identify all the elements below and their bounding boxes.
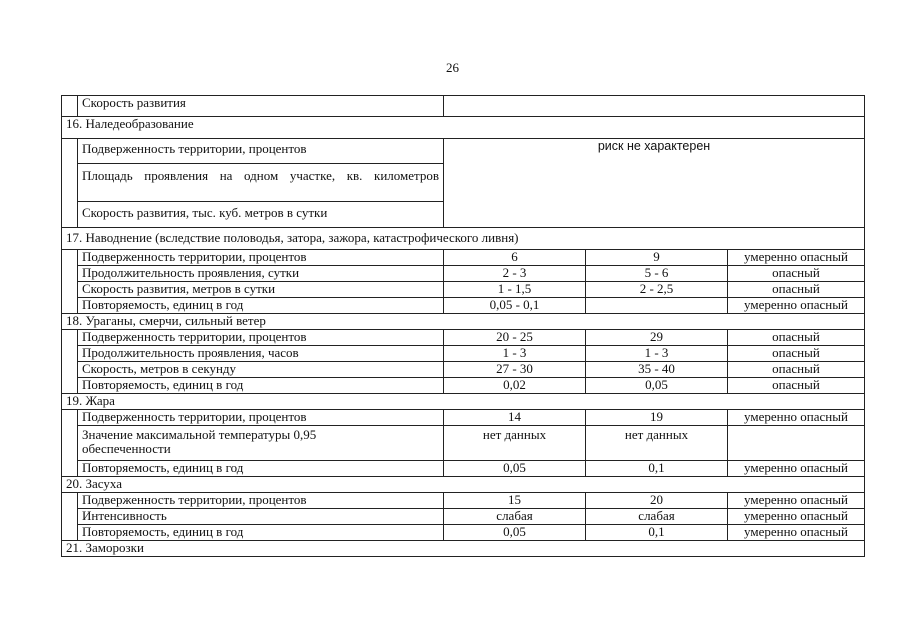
value-1: 20 - 25 xyxy=(444,330,586,346)
value-1: 6 xyxy=(444,250,586,266)
value-2: 0,1 xyxy=(586,525,728,541)
hazard-level: опасный xyxy=(728,378,865,394)
parameter-label: Подверженность территории, процентов xyxy=(78,139,444,164)
parameter-label: Подверженность территории, процентов xyxy=(78,330,444,346)
parameter-label: Скорость развития, тыс. куб. метров в сутки xyxy=(78,202,444,228)
hazard-level: опасный xyxy=(728,266,865,282)
parameter-label: Подверженность территории, процентов xyxy=(78,410,444,426)
value-1: 27 - 30 xyxy=(444,362,586,378)
hazard-level: опасный xyxy=(728,362,865,378)
value-2: 2 - 2,5 xyxy=(586,282,728,298)
section-title: 20. Засуха xyxy=(62,477,865,493)
value-cell xyxy=(444,96,865,117)
hazard-level: умеренно опасный xyxy=(728,298,865,314)
page-number: 26 xyxy=(446,60,459,75)
value-2: 0,05 xyxy=(586,378,728,394)
parameter-label: Повторяемость, единиц в год xyxy=(78,298,444,314)
indent-cell xyxy=(62,493,78,541)
parameter-label-line: обеспеченности xyxy=(82,441,171,456)
table-row xyxy=(62,282,865,298)
section-title: 16. Наледеобразование xyxy=(62,117,865,139)
indent-cell xyxy=(62,250,78,314)
table-row xyxy=(62,96,865,117)
parameter-label-line: Значение максимальной температуры 0,95 xyxy=(82,427,317,442)
parameter-label: Скорость развития xyxy=(78,96,444,117)
value-2: 19 xyxy=(586,410,728,426)
section-title: 18. Ураганы, смерчи, сильный ветер xyxy=(62,314,865,330)
parameter-label: Площадь проявления на одном участке, кв. километров xyxy=(78,164,444,202)
parameter-label: Скорость, метров в секунду xyxy=(78,362,444,378)
section-header xyxy=(62,117,865,139)
value-1: 0,05 xyxy=(444,461,586,477)
hazard-level: умеренно опасный xyxy=(728,493,865,509)
table-row xyxy=(62,298,865,314)
section-header xyxy=(62,394,865,410)
parameter-label: Повторяемость, единиц в год xyxy=(78,525,444,541)
parameter-label: Продолжительность проявления, сутки xyxy=(78,266,444,282)
section-header xyxy=(62,541,865,557)
risk-not-typical-note: риск не характерен xyxy=(444,139,865,228)
value-1: 1 - 1,5 xyxy=(444,282,586,298)
parameter-label xyxy=(78,426,444,461)
value-2: 5 - 6 xyxy=(586,266,728,282)
table-row xyxy=(62,266,865,282)
table-row xyxy=(62,493,865,509)
table-row xyxy=(62,426,865,461)
section-header xyxy=(62,314,865,330)
hazard-table xyxy=(61,95,865,557)
table-row xyxy=(62,410,865,426)
section-title: 17. Наводнение (вследствие половодья, затора, зажора, катастрофического ливня) xyxy=(62,228,865,250)
value-2: 35 - 40 xyxy=(586,362,728,378)
section-header xyxy=(62,228,865,250)
hazard-level: опасный xyxy=(728,346,865,362)
hazard-level: умеренно опасный xyxy=(728,525,865,541)
parameter-label: Подверженность территории, процентов xyxy=(78,250,444,266)
indent-cell xyxy=(62,96,78,117)
value-1: нет данных xyxy=(444,426,586,461)
value-1: слабая xyxy=(444,509,586,525)
table-row xyxy=(62,250,865,266)
table-row xyxy=(62,330,865,346)
table-row xyxy=(62,346,865,362)
value-2 xyxy=(586,298,728,314)
table-row xyxy=(62,362,865,378)
indent-cell xyxy=(62,330,78,394)
hazard-level: умеренно опасный xyxy=(728,250,865,266)
parameter-label: Интенсивность xyxy=(78,509,444,525)
value-2: слабая xyxy=(586,509,728,525)
hazard-level: опасный xyxy=(728,330,865,346)
value-1: 0,05 xyxy=(444,525,586,541)
value-1: 2 - 3 xyxy=(444,266,586,282)
value-2: нет данных xyxy=(586,426,728,461)
table-row xyxy=(62,509,865,525)
value-1: 0,05 - 0,1 xyxy=(444,298,586,314)
table-row xyxy=(62,378,865,394)
value-1: 0,02 xyxy=(444,378,586,394)
value-1: 14 xyxy=(444,410,586,426)
parameter-label: Скорость развития, метров в сутки xyxy=(78,282,444,298)
parameter-label: Повторяемость, единиц в год xyxy=(78,378,444,394)
parameter-label: Продолжительность проявления, часов xyxy=(78,346,444,362)
table-row xyxy=(62,139,865,164)
indent-cell xyxy=(62,139,78,228)
section-title: 19. Жара xyxy=(62,394,865,410)
hazard-level: опасный xyxy=(728,282,865,298)
section-header xyxy=(62,477,865,493)
table-row xyxy=(62,525,865,541)
section-title: 21. Заморозки xyxy=(62,541,865,557)
value-2: 20 xyxy=(586,493,728,509)
hazard-level: умеренно опасный xyxy=(728,410,865,426)
hazard-level: умеренно опасный xyxy=(728,461,865,477)
value-2: 1 - 3 xyxy=(586,346,728,362)
value-1: 15 xyxy=(444,493,586,509)
hazard-level xyxy=(728,426,865,461)
parameter-label: Повторяемость, единиц в год xyxy=(78,461,444,477)
indent-cell xyxy=(62,410,78,477)
parameter-label: Подверженность территории, процентов xyxy=(78,493,444,509)
value-2: 0,1 xyxy=(586,461,728,477)
table-row xyxy=(62,461,865,477)
hazard-level: умеренно опасный xyxy=(728,509,865,525)
value-1: 1 - 3 xyxy=(444,346,586,362)
value-2: 29 xyxy=(586,330,728,346)
value-2: 9 xyxy=(586,250,728,266)
